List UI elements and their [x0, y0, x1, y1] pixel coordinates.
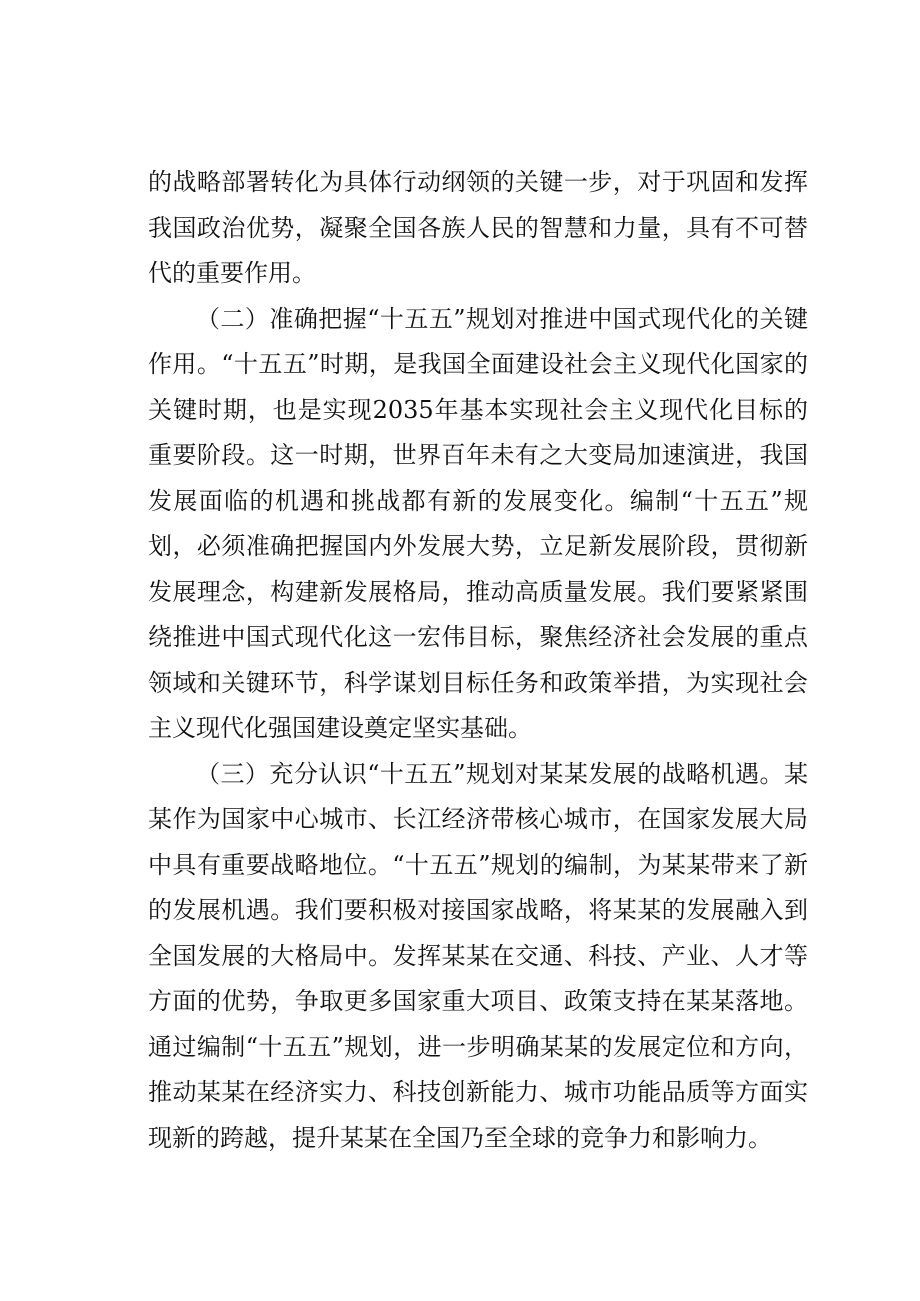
paragraph-section-3: （三）充分认识“十五五”规划对某某发展的战略机遇。某某作为国家中心城市、长江经济带核心城市，在国家发展大局中具有重要战略地位。“十五五”规划的编制，为某某带来了新的发展机遇。我们要积极对接国家战略，将某某的发展融入到全国发展的大格局中。发挥某某在交通、科技、产业、人才等方面的优势，争取更多国家重大项目、政策支持在某某落地。通过编制“十五五”规划，进一步明确某某的发展定位和方向，推动某某在经济实力、科技创新能力、城市功能品质等方面实现新的跨越，提升某某在全国乃至全球的竞争力和影响力。: [148, 759, 808, 1152]
paragraph-continuation: 的战略部署转化为具体行动纲领的关键一步，对于巩固和发挥我国政治优势，凝聚全国各族人民的智慧和力量，具有不可替代的重要作用。: [148, 168, 808, 287]
paragraph-section-2: （二）准确把握“十五五”规划对推进中国式现代化的关键作用。“十五五”时期，是我国全面建设社会主义现代化国家的关键时期，也是实现2035年基本实现社会主义现代化目标的重要阶段。这一时期，世界百年未有之大变局加速演进，我国发展面临的机遇和挑战都有新的发展变化。编制“十五五”规划，必须准确把握国内外发展大势，立足新发展阶段，贯彻新发展理念，构建新发展格局，推动高质量发展。我们要紧紧围绕推进中国式现代化这一宏伟目标，聚焦经济社会发展的重点领域和关键环节，科学谋划目标任务和政策举措，为实现社会主义现代化强国建设奠定坚实基础。: [148, 304, 808, 742]
document-body: [148, 160, 808, 1161]
